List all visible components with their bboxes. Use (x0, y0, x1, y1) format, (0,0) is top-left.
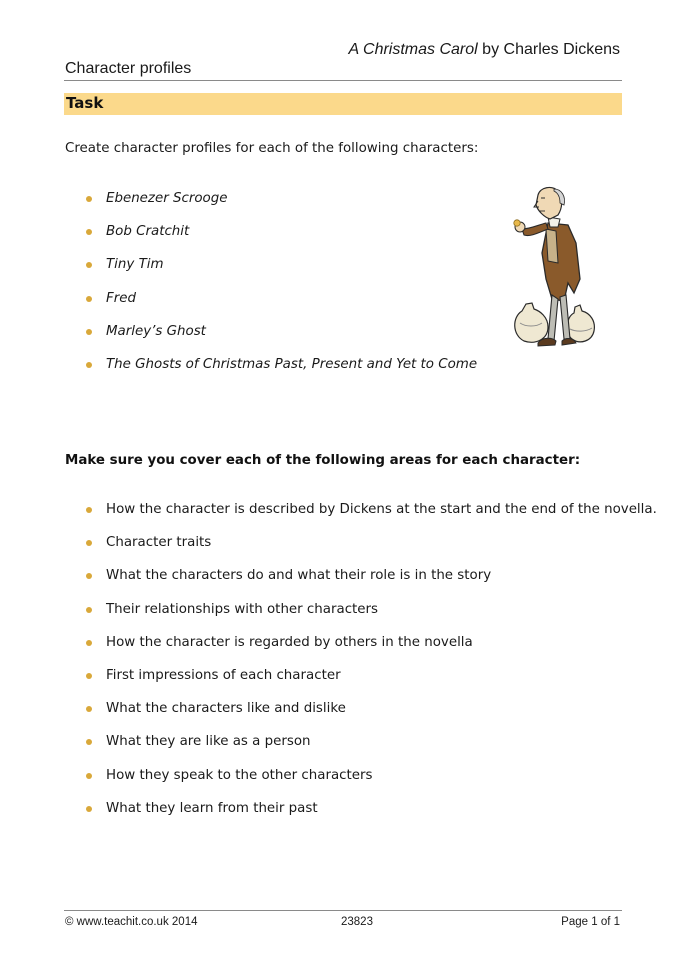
author-byline: by Charles Dickens (477, 41, 620, 58)
areas-heading: Make sure you cover each of the following areas for each character: (65, 453, 581, 468)
bullet-icon (86, 640, 92, 646)
bullet-icon (86, 362, 92, 368)
header-divider (64, 80, 622, 81)
task-intro: Create character profiles for each of the following characters: (65, 141, 479, 156)
bullet-icon (86, 806, 92, 812)
list-item: Bob Cratchit (86, 223, 477, 256)
bullet-icon (86, 296, 92, 302)
bullet-icon (86, 573, 92, 579)
footer-divider (64, 910, 622, 911)
list-item: What they are like as a person (86, 733, 657, 766)
list-item: First impressions of each character (86, 667, 657, 700)
list-item: How the character is regarded by others in the novella (86, 634, 657, 667)
bullet-icon (86, 739, 92, 745)
bullet-icon (86, 673, 92, 679)
book-title: A Christmas Carol (348, 41, 478, 58)
bullet-icon (86, 329, 92, 335)
list-item: What they learn from their past (86, 800, 657, 833)
document-header-title (349, 41, 621, 59)
task-heading: Task (66, 94, 104, 112)
document-subtitle: Character profiles (65, 60, 192, 77)
list-item: How they speak to the other characters (86, 767, 657, 800)
bullet-icon (86, 706, 92, 712)
character-list (86, 190, 477, 389)
list-item: How the character is described by Dickens at the start and the end of the novella. (86, 501, 657, 534)
bullet-icon (86, 607, 92, 613)
bullet-icon (86, 262, 92, 268)
footer-page-number: Page 1 of 1 (561, 916, 620, 928)
list-item: Their relationships with other characters (86, 601, 657, 634)
list-item: Character traits (86, 534, 657, 567)
list-item: Ebenezer Scrooge (86, 190, 477, 223)
list-item: Marley’s Ghost (86, 323, 477, 356)
list-item: The Ghosts of Christmas Past, Present and Yet to Come (86, 356, 477, 389)
list-item: What the characters like and dislike (86, 700, 657, 733)
areas-list (86, 501, 657, 833)
footer-copyright: © www.teachit.co.uk 2014 (65, 916, 198, 928)
scrooge-illustration (508, 183, 596, 355)
list-item: Tiny Tim (86, 256, 477, 289)
bullet-icon (86, 229, 92, 235)
task-heading-bar (64, 93, 622, 115)
list-item: What the characters do and what their role is in the story (86, 567, 657, 600)
list-item: Fred (86, 290, 477, 323)
bullet-icon (86, 196, 92, 202)
bullet-icon (86, 507, 92, 513)
bullet-icon (86, 773, 92, 779)
bullet-icon (86, 540, 92, 546)
footer-code: 23823 (341, 916, 373, 928)
